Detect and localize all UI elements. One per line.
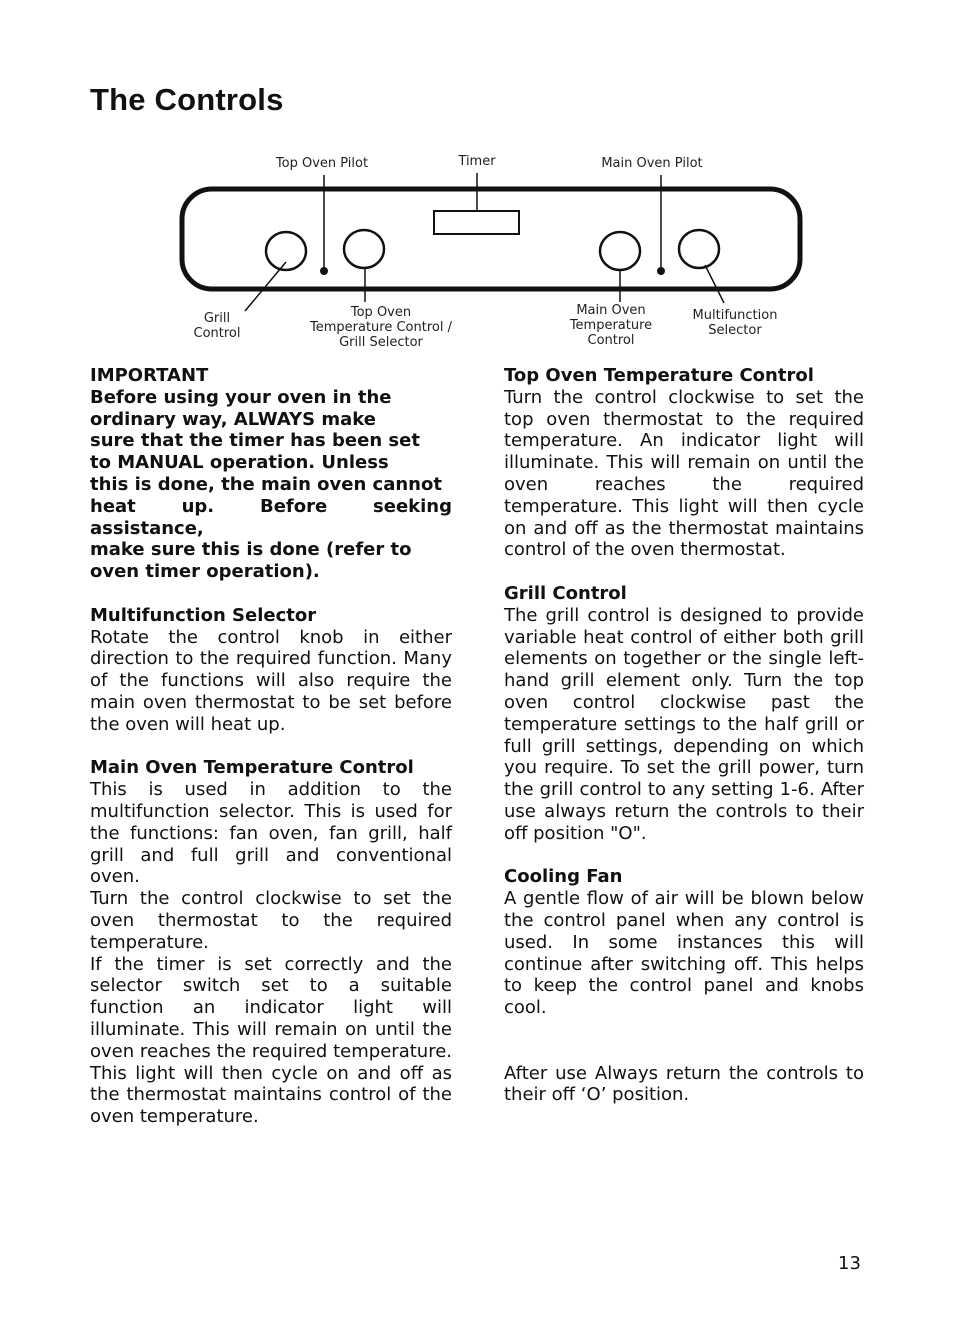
top-oven-temperature-section (504, 365, 864, 561)
grill-control-text: The grill control is designed to provide variable heat control of either both grill elements on together or the single left-hand grill element only. Turn the top oven control clockwise past the temperature settings to the half grill or full grill settings, depending on which you require. To set the grill power, turn the grill control to any setting 1-6. After use always return the controls to their off position "O". (504, 604, 864, 844)
cooling-fan-heading: Cooling Fan (504, 866, 623, 888)
grill-control-knob (266, 232, 306, 270)
cooling-fan-text: A gentle flow of air will be blown below the control panel when any control is used. In some instances this will continue after switching off. This helps to keep the control panel and knobs cool. (504, 888, 864, 1019)
important-text: Before using your oven in the ordinary way, ALWAYS make sure that the timer has been set to MANUAL operation. Unless this is done, the main oven cannot heat up. Before seeking assistance, make sure this is done (refer to oven timer operation). (90, 386, 452, 583)
main-oven-pilot-light (657, 267, 665, 275)
label-top-oven-temperature-control: Top Oven Temperature Control / Grill Selector (310, 305, 452, 350)
multifunction-selector-text: Rotate the control knob in either direction to the required function. Many of the functions will also require the main oven thermostat to be set before the oven will heat up. (90, 626, 452, 735)
top-oven-temperature-heading: Top Oven Temperature Control (504, 365, 814, 386)
left-column (90, 365, 452, 1150)
label-main-oven-pilot: Main Oven Pilot (601, 156, 703, 171)
control-panel-outline (182, 189, 800, 289)
main-oven-temperature-heading: Main Oven Temperature Control (90, 757, 414, 779)
cooling-fan-section (504, 866, 864, 1019)
multifunction-selector-knob (679, 230, 719, 268)
top-oven-pilot-light (320, 267, 328, 275)
page-number: 13 (838, 1253, 861, 1274)
top-oven-temperature-text: Turn the control clockwise to set the top oven thermostat to the required temperature. An indicator light will illuminate. This will remain on until the oven reaches the required temperature. This light will then cycle on and off as the thermostat maintains control of the oven thermostat. (504, 386, 864, 561)
label-timer: Timer (458, 154, 496, 169)
multifunction-selector-leader (705, 265, 724, 303)
after-use-text: After use Always return the controls to their off ‘O’ position. (504, 1062, 864, 1106)
main-oven-temperature-section (90, 757, 452, 1128)
label-main-oven-temperature-control: Main Oven Temperature Control (569, 303, 653, 348)
important-heading: IMPORTANT (90, 365, 209, 386)
top-oven-temperature-knob (344, 230, 384, 268)
right-column (504, 365, 864, 1128)
grill-control-heading: Grill Control (504, 582, 627, 604)
section-spacer (504, 1041, 864, 1063)
control-panel-diagram (0, 0, 954, 360)
timer-display (434, 211, 519, 234)
main-oven-temperature-text-1: This is used in addition to the multifunction selector. This is used for the functions: fan oven, fan grill, half grill and full grill and conventional oven. (90, 779, 452, 888)
label-multifunction-selector: Multifunction Selector (692, 308, 778, 338)
important-notice (90, 365, 452, 583)
label-grill-control: Grill Control (193, 311, 241, 341)
after-use-note (504, 1063, 864, 1107)
multifunction-selector-section (90, 605, 452, 736)
main-oven-temperature-knob (600, 232, 640, 270)
grill-control-section (504, 583, 864, 845)
page-title: The Controls (90, 82, 284, 117)
label-top-oven-pilot: Top Oven Pilot (275, 156, 369, 171)
multifunction-selector-heading: Multifunction Selector (90, 604, 317, 626)
main-oven-temperature-text-3: If the timer is set correctly and the selector switch set to a suitable function an indicator light will illuminate. This will remain on until the oven reaches the required temperature. This light will then cycle on and off as the thermostat maintains control of the oven temperature. (90, 953, 452, 1128)
main-oven-temperature-text-2: Turn the control clockwise to set the oven thermostat to the required temperature. (90, 888, 452, 953)
